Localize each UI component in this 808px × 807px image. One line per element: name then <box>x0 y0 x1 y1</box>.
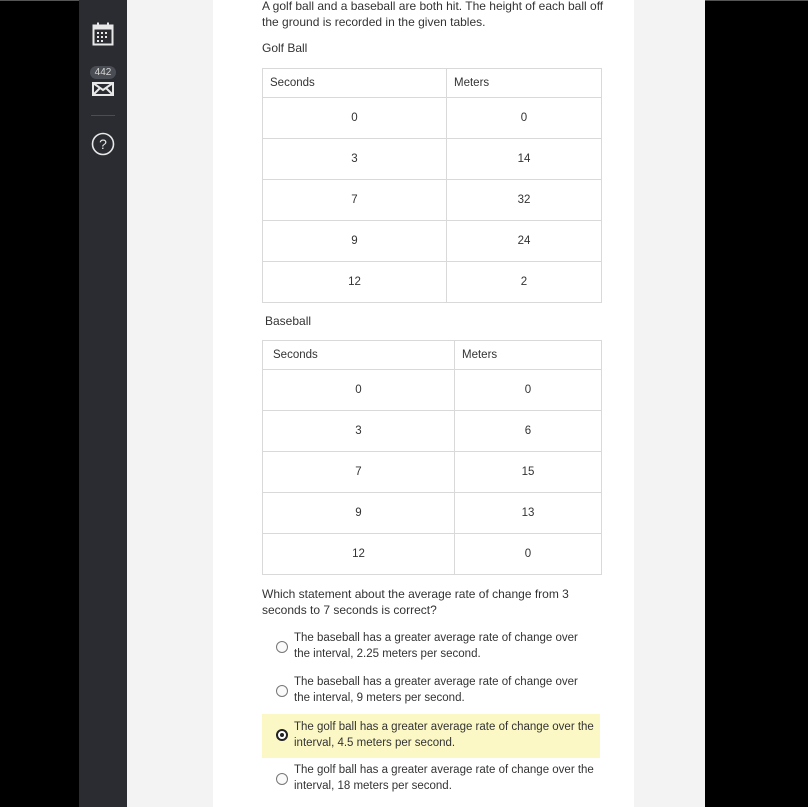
table-cell: 6 <box>455 411 602 452</box>
table-cell: 2 <box>447 262 602 303</box>
answer-choice-text: The baseball has a greater average rate of change over the interval, 9 meters per second. <box>294 676 578 704</box>
answer-choice[interactable] <box>262 672 600 716</box>
table-cell: 7 <box>263 180 447 221</box>
table-cell: 24 <box>447 221 602 262</box>
table-row <box>263 493 602 534</box>
table-cell: 13 <box>455 493 602 534</box>
answer-choice-text: The baseball has a greater average rate of change over the interval, 2.25 meters per second. <box>294 632 578 660</box>
table-cell: 32 <box>447 180 602 221</box>
help-button[interactable] <box>79 132 127 156</box>
baseball-table <box>262 340 602 575</box>
question-circle-icon <box>91 132 115 156</box>
column-header: Meters <box>447 69 602 98</box>
table-row <box>263 370 602 411</box>
table-cell: 9 <box>263 221 447 262</box>
table-header-row <box>263 341 602 370</box>
answer-choice-selected[interactable] <box>262 714 600 758</box>
table-cell: 0 <box>447 98 602 139</box>
answer-choice[interactable] <box>262 760 600 804</box>
baseball-caption: Baseball <box>265 314 312 328</box>
svg-text:?: ? <box>99 136 107 152</box>
golf-ball-table <box>262 68 602 303</box>
golf-ball-caption: Golf Ball <box>262 41 308 55</box>
table-row <box>263 139 602 180</box>
table-cell: 0 <box>455 370 602 411</box>
answer-choice[interactable] <box>262 628 600 672</box>
table-cell: 3 <box>263 411 455 452</box>
table-cell: 0 <box>455 534 602 575</box>
question-panel <box>213 0 634 807</box>
table-row <box>263 98 602 139</box>
question-intro: A golf ball and a baseball are both hit. The height of each ball off the ground is recorded in the given tables. <box>262 0 604 29</box>
answer-choice-text: The golf ball has a greater average rate of change over the interval, 18 meters per second. <box>294 764 594 792</box>
table-cell: 7 <box>263 452 455 493</box>
table-cell: 12 <box>263 262 447 303</box>
table-cell: 9 <box>263 493 455 534</box>
table-cell: 12 <box>263 534 455 575</box>
column-header: Seconds <box>263 69 447 98</box>
radio-button[interactable] <box>276 773 288 785</box>
table-row <box>263 411 602 452</box>
table-cell: 0 <box>263 98 447 139</box>
radio-button[interactable] <box>276 685 288 697</box>
table-cell: 0 <box>263 370 455 411</box>
table-row <box>263 180 602 221</box>
envelope-icon <box>92 82 114 96</box>
table-cell: 14 <box>447 139 602 180</box>
messages-button[interactable] <box>79 66 127 96</box>
table-cell: 3 <box>263 139 447 180</box>
column-header: Seconds <box>263 341 455 370</box>
radio-button-selected[interactable] <box>276 729 288 741</box>
table-row <box>263 452 602 493</box>
question-prompt: Which statement about the average rate of change from 3 seconds to 7 seconds is correct? <box>262 587 569 617</box>
table-cell: 15 <box>455 452 602 493</box>
sidebar <box>79 0 127 807</box>
table-row <box>263 221 602 262</box>
table-row <box>263 534 602 575</box>
sidebar-divider <box>91 115 115 116</box>
answer-choice-text: The golf ball has a greater average rate of change over the interval, 4.5 meters per second. <box>294 721 594 749</box>
table-row <box>263 262 602 303</box>
table-header-row <box>263 69 602 98</box>
calendar-icon <box>92 22 114 46</box>
radio-button[interactable] <box>276 641 288 653</box>
column-header: Meters <box>455 341 602 370</box>
message-count-badge: 442 <box>90 66 117 79</box>
calendar-button[interactable] <box>79 22 127 46</box>
